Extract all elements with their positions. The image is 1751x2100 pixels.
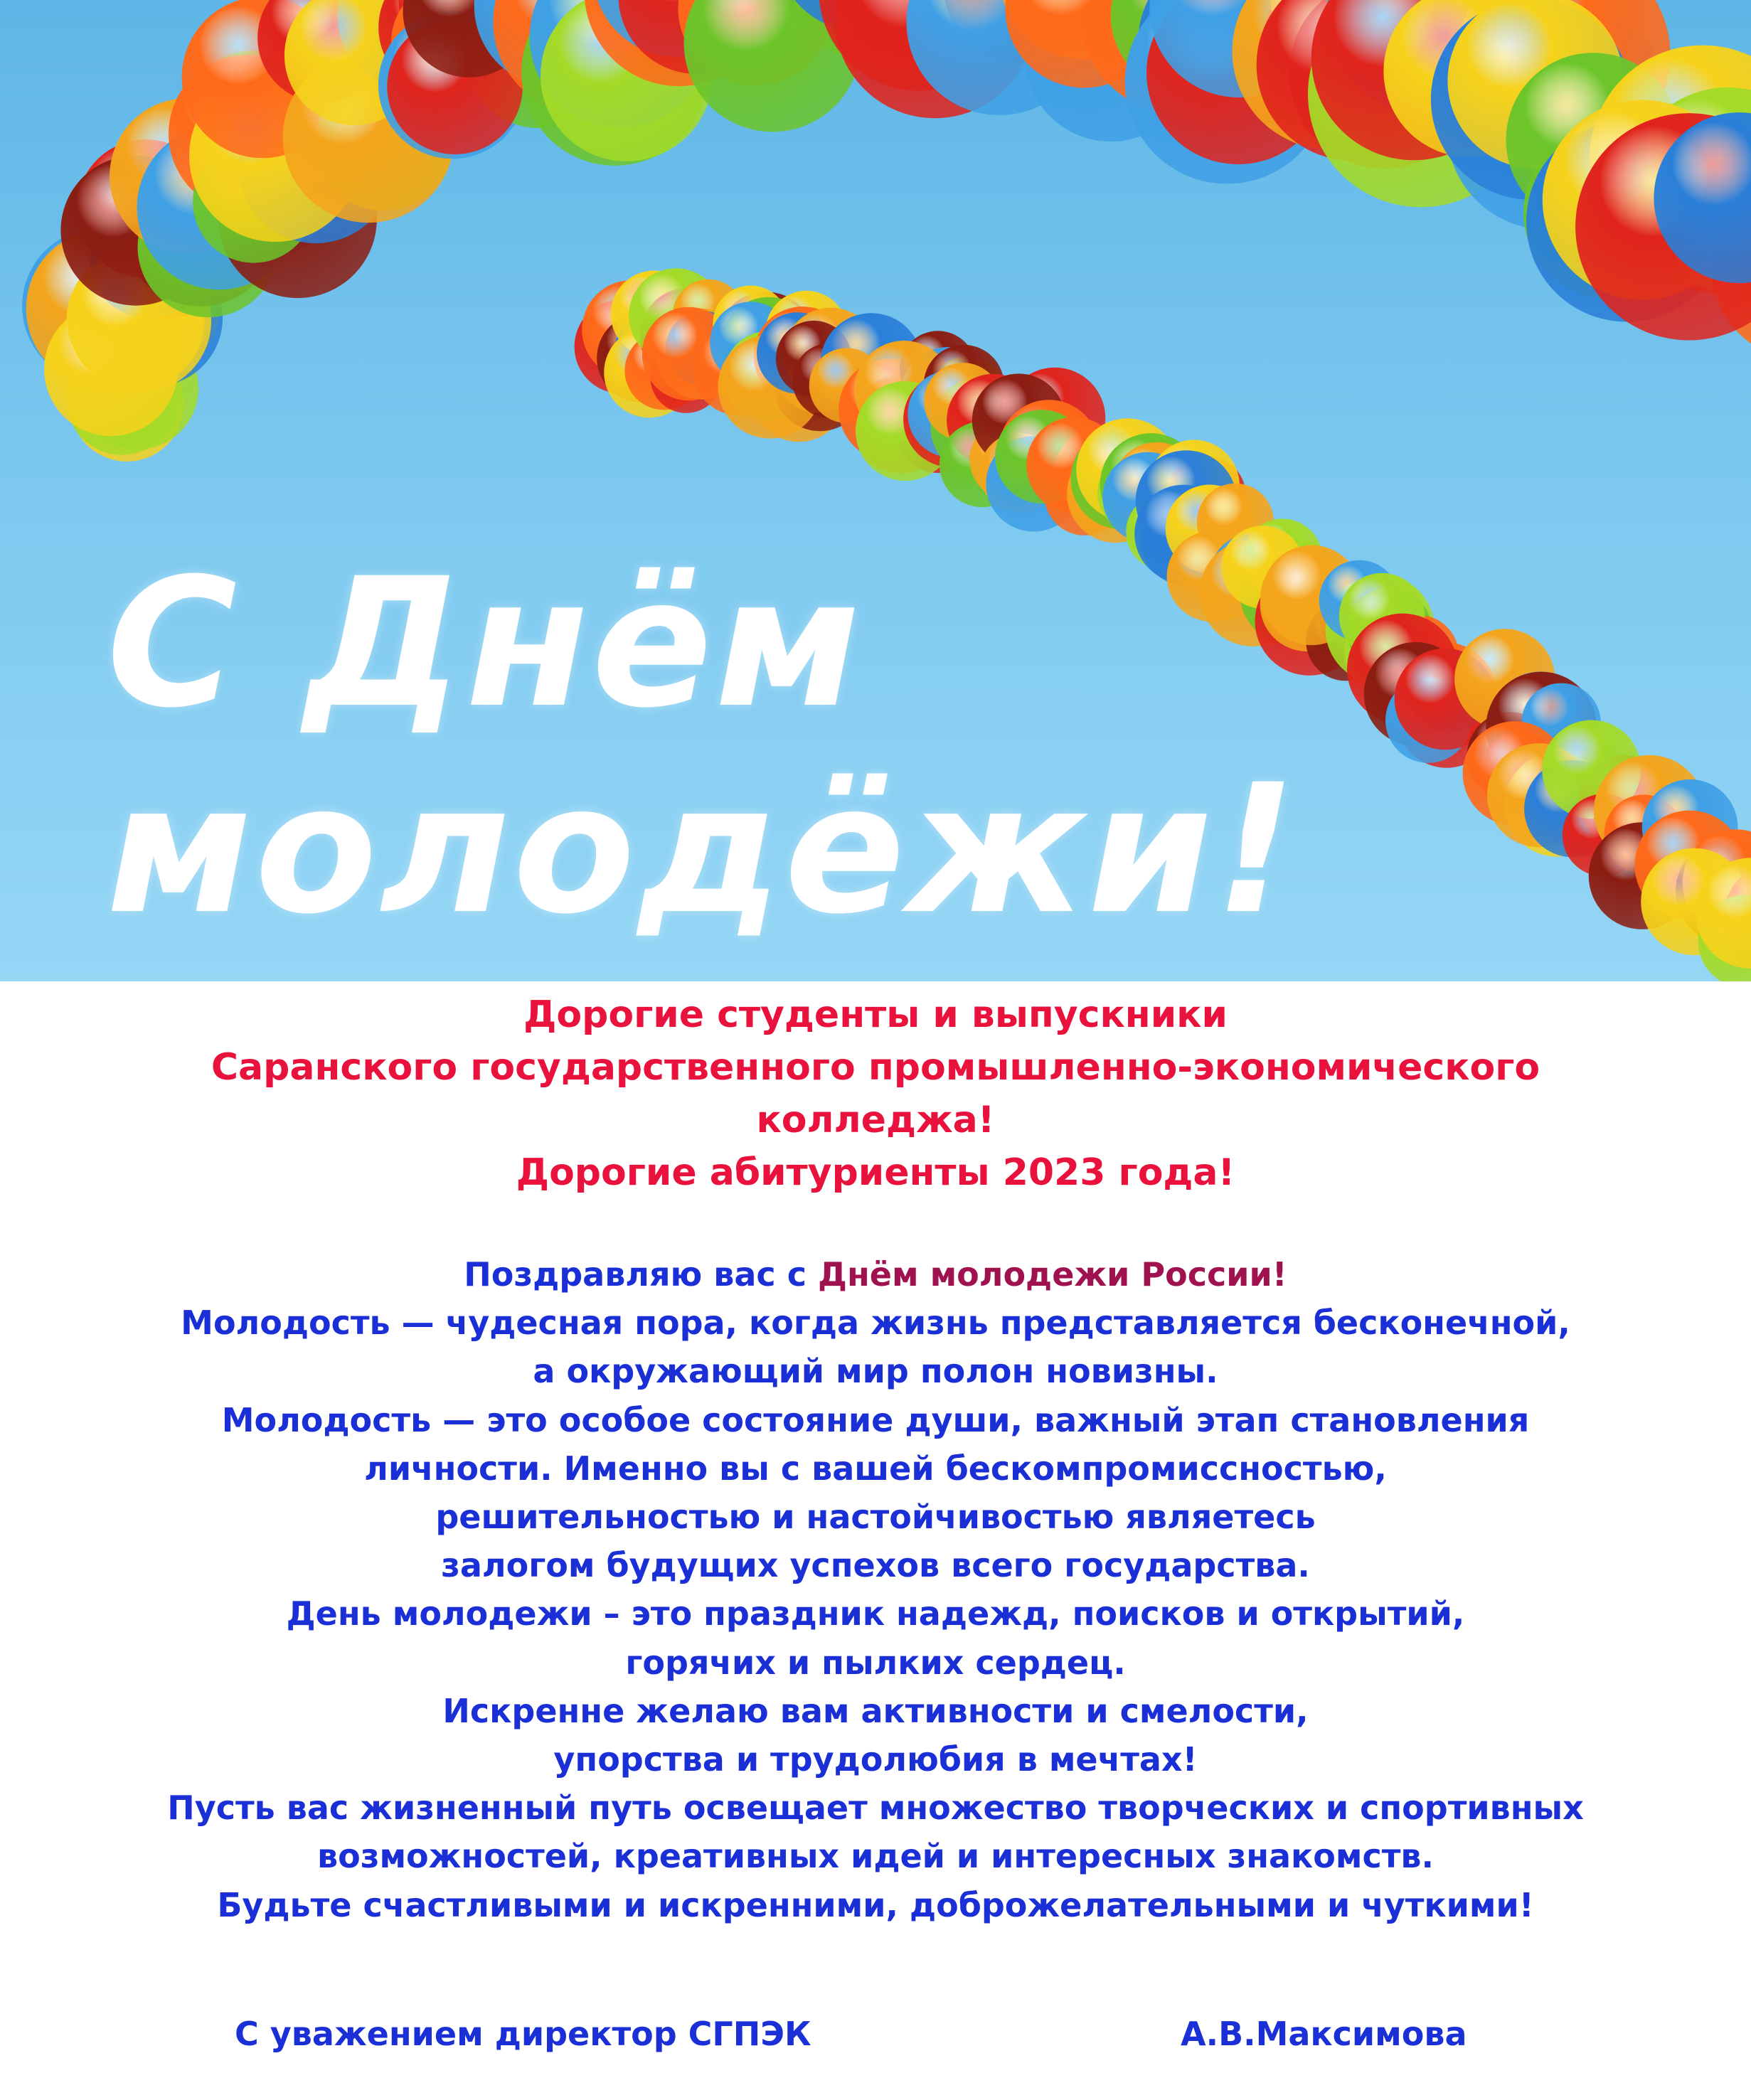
message-line: Искренне желаю вам активности и смелости, bbox=[442, 1691, 1309, 1730]
message-line: Молодость — чудесная пора, когда жизнь представляется бесконечной, bbox=[181, 1304, 1570, 1343]
message-line: упорства и трудолюбия в мечтах! bbox=[553, 1740, 1198, 1779]
message-line: а окружающий мир полон новизны. bbox=[533, 1352, 1218, 1391]
message-line: День молодежи – это праздник надежд, поисков и открытий, bbox=[286, 1594, 1465, 1633]
message-opening-line bbox=[0, 1250, 1751, 1299]
message-line: возможностей, креативных идей и интересных знакомств. bbox=[317, 1837, 1434, 1876]
message-line: решительностью и настойчивостью являетесь bbox=[435, 1498, 1316, 1537]
message-line: горячих и пылких сердец. bbox=[625, 1643, 1126, 1682]
greeting-title-line-1: С Днём bbox=[107, 540, 863, 747]
message-line: залогом будущих успехов всего государства. bbox=[441, 1546, 1310, 1585]
address-line: колледжа! bbox=[756, 1099, 995, 1141]
message-line: Будьте счастливыми и искренними, доброжелательными и чуткими! bbox=[217, 1885, 1534, 1924]
balloon-banner bbox=[0, 0, 1751, 981]
address-line: Дорогие абитуриенты 2023 года! bbox=[516, 1151, 1235, 1194]
address-line: Дорогие студенты и выпускники bbox=[523, 993, 1228, 1036]
address-block bbox=[0, 988, 1751, 1199]
address-line: Саранского государственного промышленно-экономического bbox=[211, 1046, 1540, 1089]
greeting-title bbox=[107, 540, 1299, 953]
message-opening-prefix: Поздравляю вас с bbox=[464, 1255, 807, 1294]
congratulation-message bbox=[0, 1250, 1751, 1929]
message-line: Пусть вас жизненный путь освещает множество творческих и спортивных bbox=[167, 1789, 1584, 1828]
message-line: личности. Именно вы с вашей бескомпромиссностью, bbox=[364, 1449, 1387, 1488]
signature-position: С уважением директор СГПЭК bbox=[235, 2015, 811, 2053]
signature-name: А.В.Максимова bbox=[1181, 2015, 1467, 2053]
message-line: Молодость — это особое состояние души, важный этап становления bbox=[221, 1400, 1530, 1439]
greeting-title-line-2: молодёжи! bbox=[107, 746, 1299, 953]
holiday-name: Днём молодежи России! bbox=[818, 1255, 1287, 1294]
